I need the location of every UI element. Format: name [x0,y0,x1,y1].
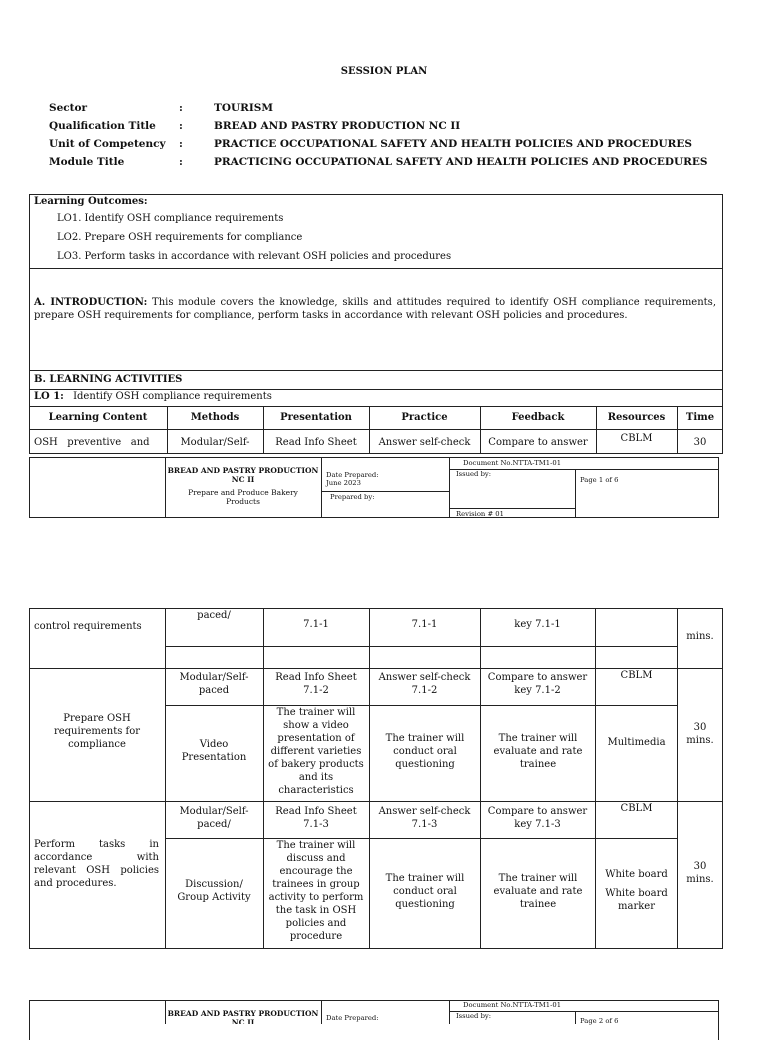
divider [165,608,166,949]
cell: key 7.1-1 [514,619,561,630]
document-number: Document No.NTTA-TM1-01 [463,1001,562,1009]
divider [575,469,576,518]
unit-value: PRACTICE OCCUPATIONAL SAFETY AND HEALTH POLICIES AND PROCEDURES [214,138,692,150]
issued-by-label: Issued by: [456,1012,492,1020]
footer-sub: Prepare and Produce Bakery Products [188,488,298,506]
lo-item: LO3. Perform tasks in accordance with relevant OSH policies and procedures [57,251,452,262]
divider [165,838,677,839]
col-header: Resources [607,412,666,423]
date-prepared-label: Date Prepared: [326,1014,379,1022]
cell: Modular/Self-paced/ [179,806,249,830]
col-header: Time [685,412,715,423]
page-title: SESSION PLAN [340,66,428,77]
lo1-row [34,390,272,403]
learning-content-lo2: Prepare OSH requirements for compliance [53,713,141,750]
issued-by-label: Issued by: [456,470,492,478]
introduction-text: This module covers the knowledge, skills and attitudes required to identify OSH compliance requirements, prepare OSH requirements for compliance, perform tasks in accordance with relevant OSH policies and procedures. [34,297,716,321]
col-header: Practice [401,412,448,423]
cell: Modular/Self- [180,437,250,448]
cell: The trainer will discuss and encourage the trainees in group activity to perform the task in OSH policies and procedure [268,840,364,942]
cell: Compare to answer key 7.1-2 [487,672,588,696]
divider [321,1000,322,1024]
divider [263,608,264,949]
cell: Read Info Sheet [275,437,357,448]
lo1-label: LO 1: [34,391,64,402]
cell: Multimedia [607,737,666,748]
module-label: Module Title [49,156,125,168]
cell: The trainer will evaluate and rate trainee [493,873,583,910]
lo1-text: Identify OSH compliance requirements [73,391,272,402]
cell: Read Info Sheet 7.1-3 [275,806,357,830]
cell: The trainer will evaluate and rate trainee [493,733,583,770]
unit-label: Unit of Competency [49,138,166,150]
cell: The trainer will conduct oral questioning [385,873,465,910]
learning-content-lo3: Perform tasks in accordance with relevant OSH policies and procedures. [34,839,159,889]
divider [29,406,723,407]
cell: CBLM [620,803,653,814]
colon: : [179,102,183,114]
page-number: Page 1 of 6 [580,476,619,484]
qualification-value: BREAD AND PASTRY PRODUCTION NC II [214,120,461,132]
cell: mins. [686,631,714,642]
divider [449,1000,450,1024]
cell: Discussion/ Group Activity [177,879,251,903]
col-header: Presentation [280,412,352,423]
cell: CBLM [620,433,653,444]
cell: The trainer will conduct oral questioning [385,733,465,770]
qualification-label: Qualification Title [49,120,156,132]
lo-item: LO1. Identify OSH compliance requirements [57,213,284,224]
col-header: Feedback [511,412,565,423]
date-prepared-label: Date Prepared: [326,471,379,479]
cell: 7.1-1 [411,619,438,630]
cell: Compare to answer [488,437,588,448]
revision-number: Revision # 01 [456,510,504,518]
lo-item: LO2. Prepare OSH requirements for compliance [57,232,303,243]
cell: Video Presentation [181,739,247,763]
footer-program: BREAD AND PASTRY PRODUCTION NC II [167,1009,319,1024]
cell: Answer self-check [378,437,471,448]
cell: Compare to answer key 7.1-3 [487,806,588,830]
divider [321,491,449,492]
introduction [34,296,716,322]
document-number: Document No.NTTA-TM1-01 [463,459,562,467]
footer-program: BREAD AND PASTRY PRODUCTION NC II [167,466,319,484]
introduction-label: A. INTRODUCTION: [34,297,148,308]
cell: The trainer will show a video presentation of different varieties of bakery products and its characteristics [268,707,364,796]
divider [480,608,481,949]
divider [165,646,677,647]
time-lo3: 30 mins. [686,861,714,885]
divider [449,508,575,509]
cell: 7.1-1 [303,619,329,630]
divider [369,608,370,949]
cell: Modular/Self-paced [179,672,249,696]
date-prepared-value: June 2023 [326,479,361,487]
cell: paced/ [197,610,231,621]
colon: : [179,120,183,132]
divider [29,268,723,269]
prepared-by-label: Prepared by: [330,493,375,501]
document-footer [29,457,719,518]
sector-value: TOURISM [214,102,273,114]
colon: : [179,138,183,150]
page-number: Page 2 of 6 [580,1017,619,1025]
col-header: Methods [190,412,240,423]
divider [165,705,677,706]
colon: : [179,156,183,168]
cell: Read Info Sheet 7.1-2 [275,672,357,696]
cell: OSH preventive and [34,437,150,448]
sector-label: Sector [49,102,88,114]
cell: control requirements [34,621,142,632]
cell: 30 [693,437,707,448]
divider [29,370,723,371]
divider [321,457,322,518]
module-value: PRACTICING OCCUPATIONAL SAFETY AND HEALTH POLICIES AND PROCEDURES [214,156,708,168]
cell: Answer self-check 7.1-3 [378,806,471,830]
learning-outcomes-heading: Learning Outcomes: [34,196,148,207]
cell: White board marker [605,888,668,912]
divider [29,429,723,430]
activities-heading: B. LEARNING ACTIVITIES [34,374,183,385]
cell: Answer self-check 7.1-2 [378,672,471,696]
divider [575,1011,576,1024]
cell: White board [605,869,668,880]
col-header: Learning Content [48,412,148,423]
cell: CBLM [620,670,653,681]
time-lo2: 30 mins. [686,722,714,746]
divider [677,608,678,949]
